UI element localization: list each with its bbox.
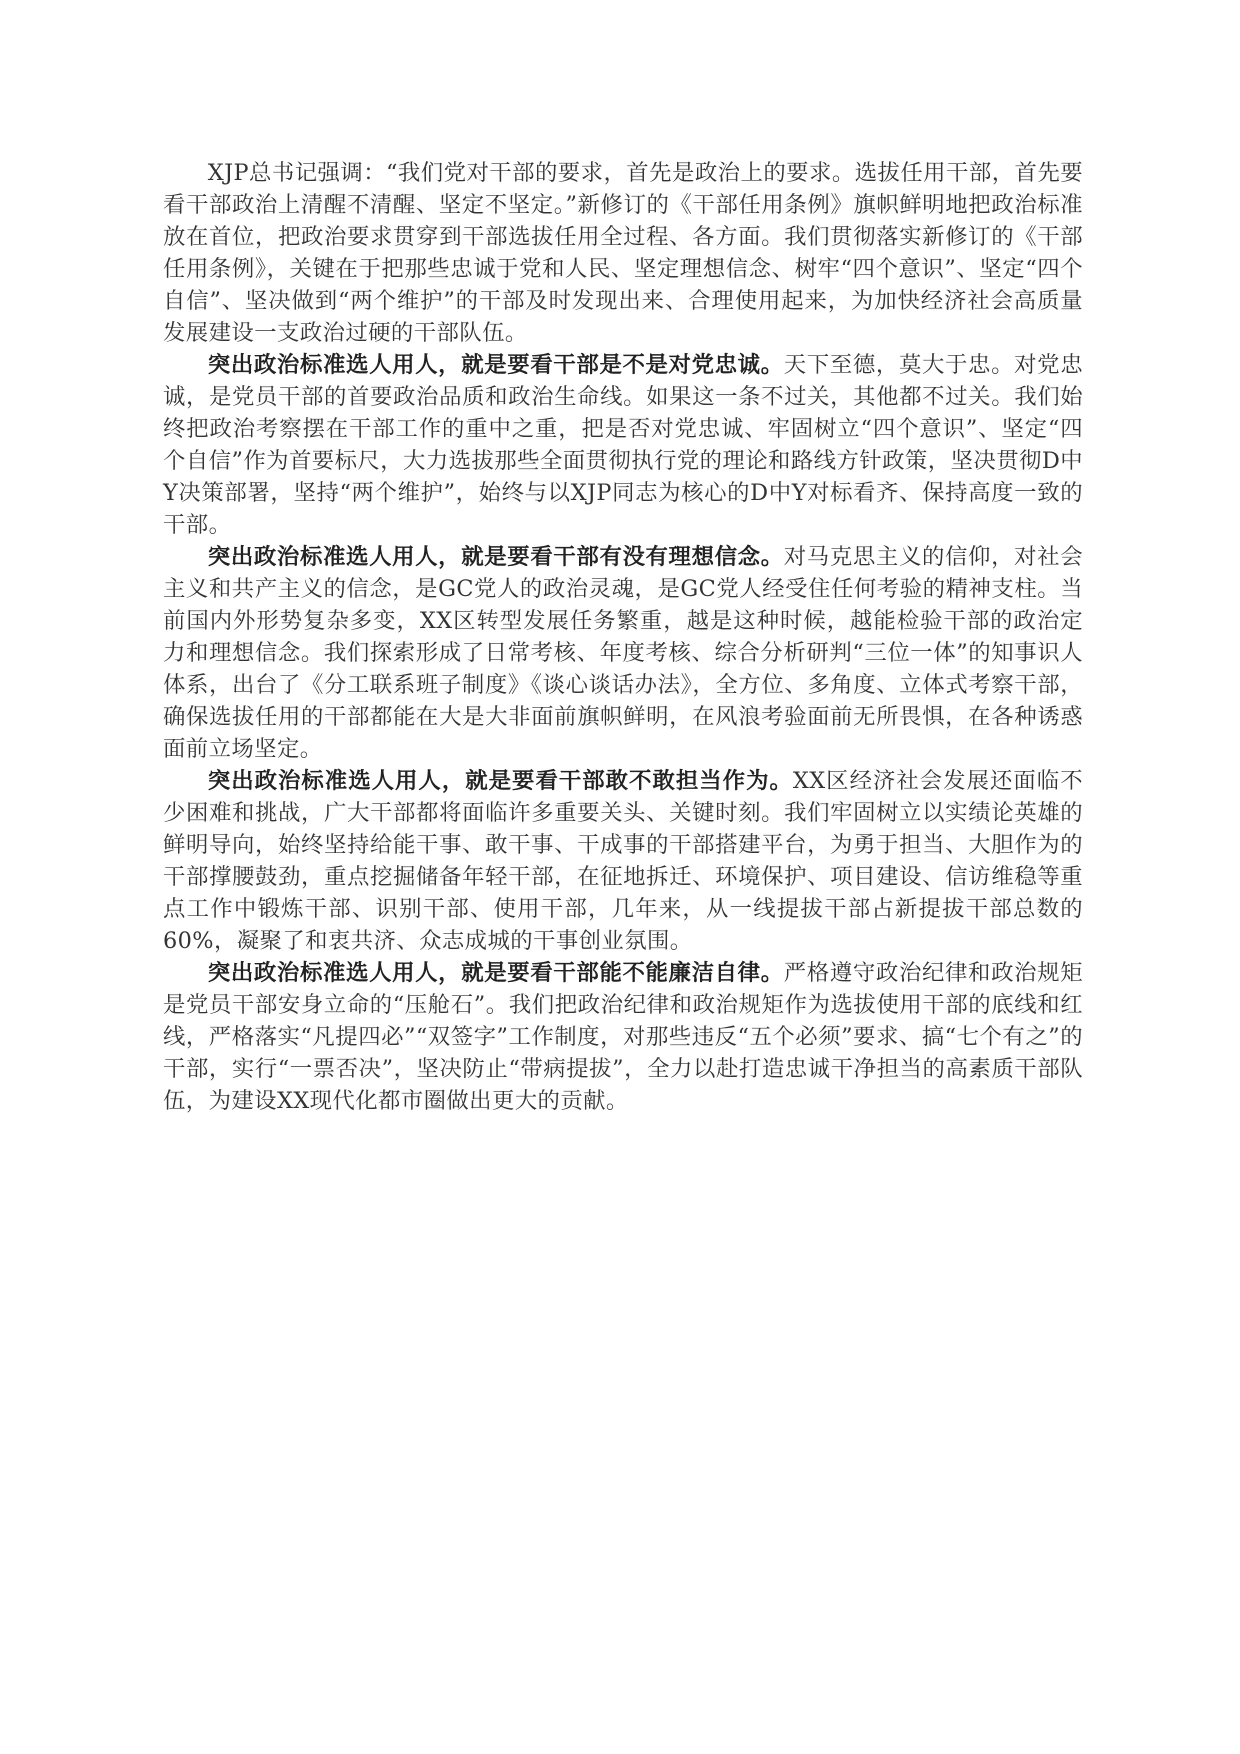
paragraph-loyalty — [163, 349, 1083, 541]
paragraph-text: XX区经济社会发展还面临不少困难和挑战，广大干部都将面临许多重要关头、关键时刻。我们牢固树立以实绩论英雄的鲜明导向，始终坚持给能干事、敢干事、干成事的干部搭建平台，为勇于担当、大胆作为的干部撑腰鼓劲，重点挖掘储备年轻干部，在征地拆迁、环境保护、项目建设、信访维稳等重点工作中锻炼干部、识别干部、使用干部，几年来，从一线提拔干部占新提拔干部总数的60%，凝聚了和衷共济、众志成城的干事创业氛围。 — [163, 768, 1083, 954]
paragraph-text: 严格遵守政治纪律和政治规矩是党员干部安身立命的“压舱石”。我们把政治纪律和政治规矩作为选拔使用干部的底线和红线，严格落实“凡提四必”“双签字”工作制度，对那些违反“五个必须”要求、搞“七个有之”的干部，实行“一票否决”，坚决防止“带病提拔”，全力以赴打造忠诚干净担当的高素质干部队伍，为建设XX现代化都市圈做出更大的贡献。 — [163, 960, 1083, 1114]
paragraph-ideals — [163, 541, 1083, 765]
paragraph-lead: 突出政治标准选人用人，就是要看干部能不能廉洁自律。 — [207, 960, 784, 986]
paragraph-lead: 突出政治标准选人用人，就是要看干部敢不敢担当作为。 — [207, 768, 793, 794]
paragraph-lead: 突出政治标准选人用人，就是要看干部有没有理想信念。 — [207, 544, 784, 570]
paragraph-integrity — [163, 957, 1083, 1117]
paragraph-lead: 突出政治标准选人用人，就是要看干部是不是对党忠诚。 — [207, 352, 784, 378]
paragraph-responsibility — [163, 765, 1083, 957]
paragraph-text: 天下至德，莫大于忠。对党忠诚，是党员干部的首要政治品质和政治生命线。如果这一条不过关，其他都不过关。我们始终把政治考察摆在干部工作的重中之重，把是否对党忠诚、牢固树立“四个意识”、坚定“四个自信”作为首要标尺，大力选拔那些全面贯彻执行党的理论和路线方针政策，坚决贯彻D中Y决策部署，坚持“两个维护”，始终与以XJP同志为核心的D中Y对标看齐、保持高度一致的干部。 — [163, 352, 1083, 538]
paragraph-text: 对马克思主义的信仰，对社会主义和共产主义的信念，是GC党人的政治灵魂，是GC党人经受住任何考验的精神支柱。当前国内外形势复杂多变，XX区转型发展任务繁重，越是这种时候，越能检验干部的政治定力和理想信念。我们探索形成了日常考核、年度考核、综合分析研判“三位一体”的知事识人体系，出台了《分工联系班子制度》《谈心谈话办法》，全方位、多角度、立体式考察干部，确保选拔任用的干部都能在大是大非面前旗帜鲜明，在风浪考验面前无所畏惧，在各种诱惑面前立场坚定。 — [163, 544, 1083, 762]
document-body — [163, 157, 1083, 1117]
paragraph-intro — [163, 157, 1083, 349]
paragraph-text: XJP总书记强调：“我们党对干部的要求，首先是政治上的要求。选拔任用干部，首先要看干部政治上清醒不清醒、坚定不坚定。”新修订的《干部任用条例》旗帜鲜明地把政治标准放在首位，把政治要求贯穿到干部选拔任用全过程、各方面。我们贯彻落实新修订的《干部任用条例》，关键在于把那些忠诚于党和人民、坚定理想信念、树牢“四个意识”、坚定“四个自信”、坚决做到“两个维护”的干部及时发现出来、合理使用起来，为加快经济社会高质量发展建设一支政治过硬的干部队伍。 — [163, 160, 1083, 346]
